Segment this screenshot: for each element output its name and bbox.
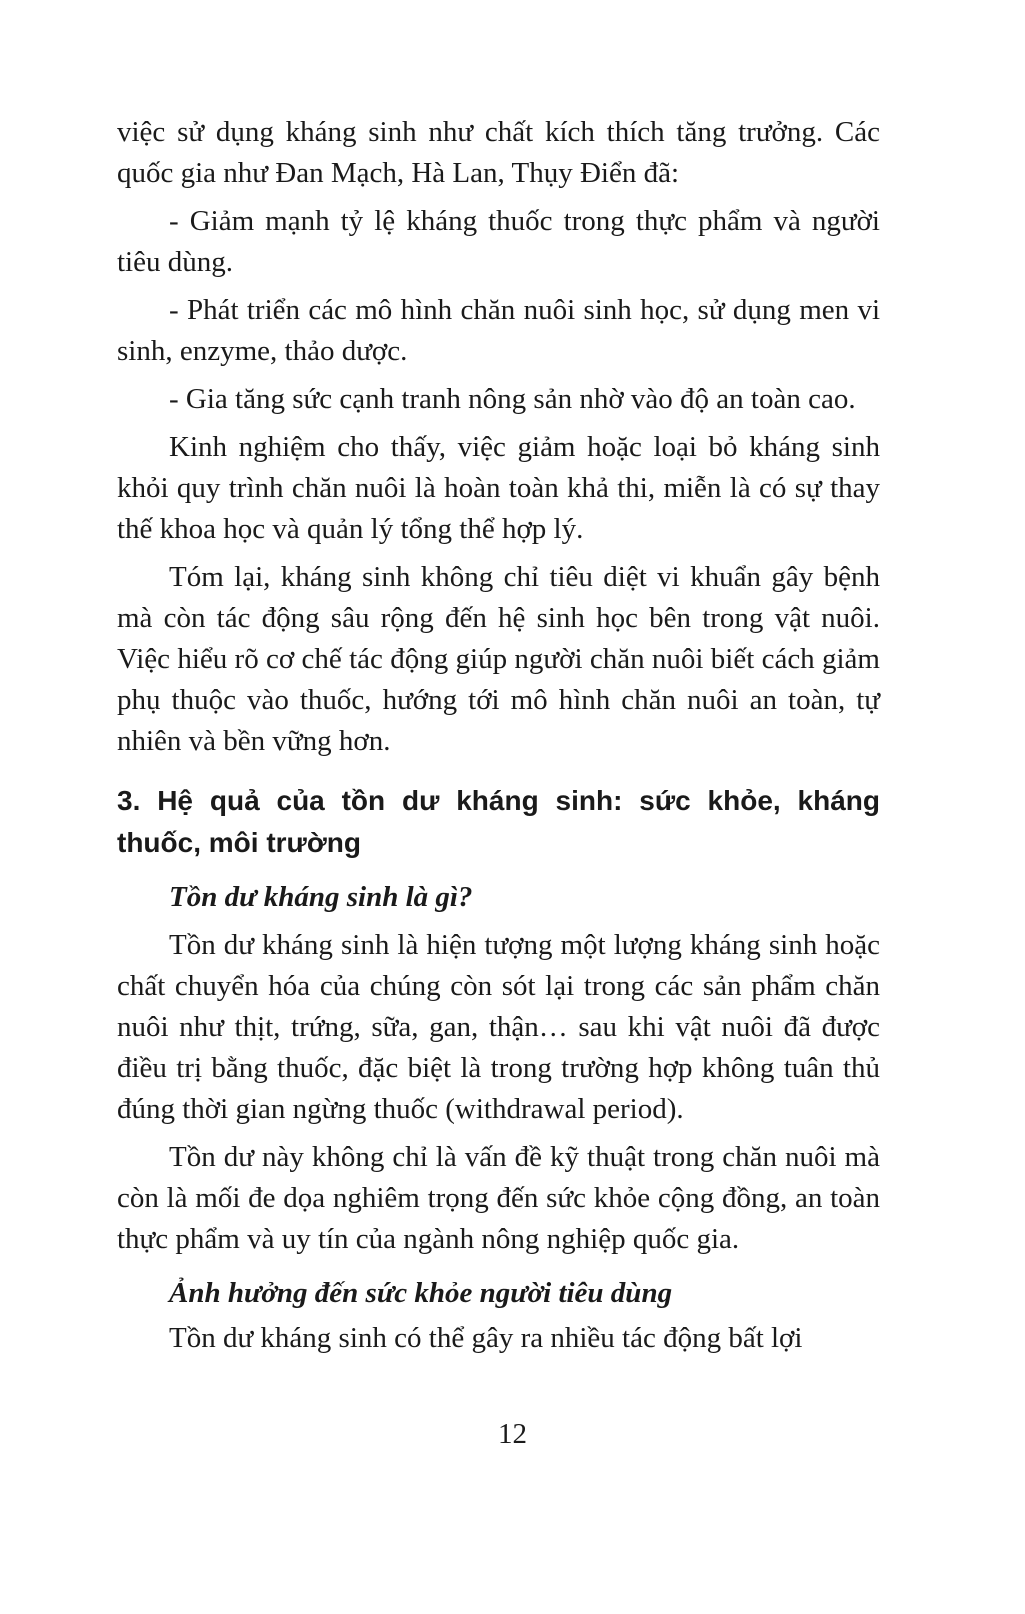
page-number: 12 <box>498 1418 527 1450</box>
paragraph-continuation: việc sử dụng kháng sinh như chất kích thích tăng trưởng. Các quốc gia như Đan Mạch, Hà Lan, Thụy Điển đã: <box>117 116 880 189</box>
bullet-item: - Giảm mạnh tỷ lệ kháng thuốc trong thực phẩm và người tiêu dùng. <box>117 205 880 278</box>
paragraph: Tồn dư kháng sinh có thể gây ra nhiều tác động bất lợi <box>169 1322 803 1354</box>
subsection-heading: Ảnh hưởng đến sức khỏe người tiêu dùng <box>169 1277 673 1309</box>
paragraph: Tóm lại, kháng sinh không chỉ tiêu diệt vi khuẩn gây bệnh mà còn tác động sâu rộng đến hệ sinh học bên trong vật nuôi. Việc hiểu rõ cơ chế tác động giúp người chăn nuôi biết cách giảm phụ thuộc vào thuốc, hướng tới mô hình chăn nuôi an toàn, tự nhiên và bền vững hơn. <box>117 561 880 757</box>
body-text <box>117 112 880 1359</box>
section-heading: 3. Hệ quả của tồn dư kháng sinh: sức khỏe, kháng thuốc, môi trường <box>117 785 880 858</box>
paragraph: Tồn dư kháng sinh là hiện tượng một lượng kháng sinh hoặc chất chuyển hóa của chúng còn sót lại trong các sản phẩm chăn nuôi như thịt, trứng, sữa, gan, thận… sau khi vật nuôi đã được điều trị bằng thuốc, đặc biệt là trong trường hợp không tuân thủ đúng thời gian ngừng thuốc (withdrawal period). <box>117 929 880 1125</box>
paragraph: Kinh nghiệm cho thấy, việc giảm hoặc loại bỏ kháng sinh khỏi quy trình chăn nuôi là hoàn toàn khả thi, miễn là có sự thay thế khoa học và quản lý tổng thể hợp lý. <box>117 431 880 545</box>
bullet-item: - Phát triển các mô hình chăn nuôi sinh học, sử dụng men vi sinh, enzyme, thảo dược. <box>117 294 880 367</box>
subsection-heading: Tồn dư kháng sinh là gì? <box>169 881 473 913</box>
paragraph: Tồn dư này không chỉ là vấn đề kỹ thuật trong chăn nuôi mà còn là mối đe dọa nghiêm trọng đến sức khỏe cộng đồng, an toàn thực phẩm và uy tín của ngành nông nghiệp quốc gia. <box>117 1141 880 1255</box>
bullet-item: - Gia tăng sức cạnh tranh nông sản nhờ vào độ an toàn cao. <box>169 383 856 415</box>
